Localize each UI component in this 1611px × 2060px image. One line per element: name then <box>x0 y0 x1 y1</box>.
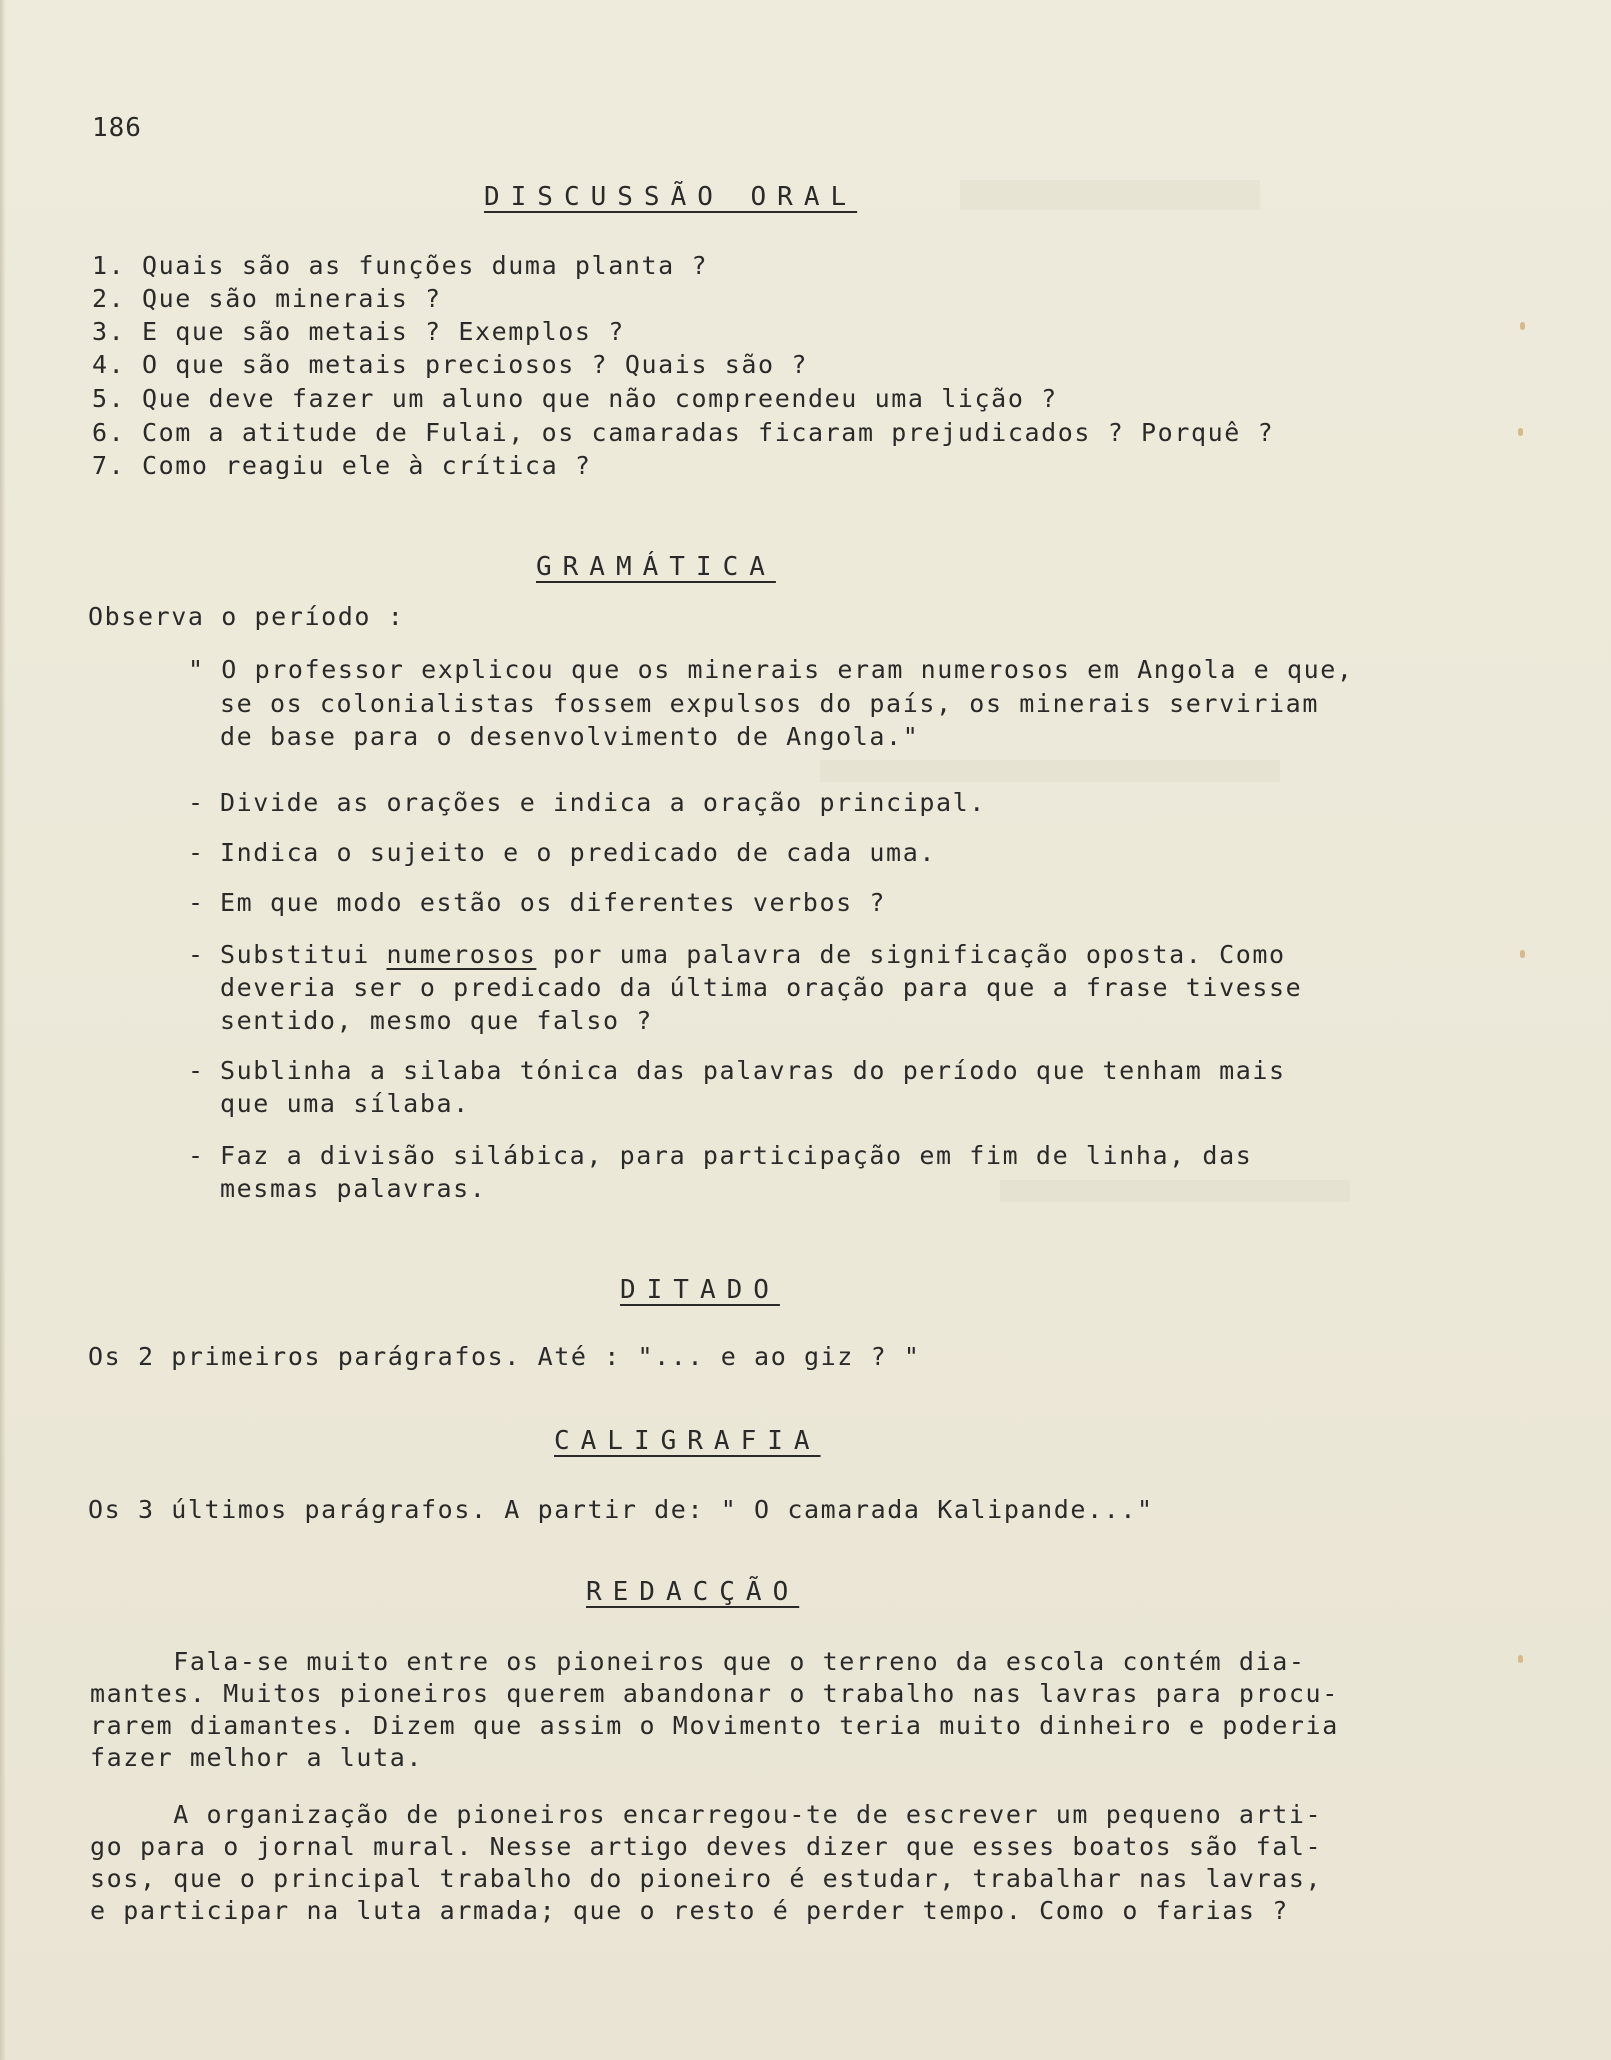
exercise-line: Indica o sujeito e o predicado de cada uma. <box>220 838 937 867</box>
list-bullet: - <box>188 1056 204 1085</box>
exercise-line: Sublinha a silaba tónica das palavras do período que tenham mais <box>220 1056 1286 1085</box>
exercise-line: Em que modo estão os diferentes verbos ? <box>220 888 887 917</box>
paper-speck <box>1518 428 1523 436</box>
redaccao-paragraph-1: Fala-se muito entre os pioneiros que o terreno da escola contém dia- mantes. Muitos pioneiros querem abandonar o trabalho nas lavras para procu- rarem diamantes. Dizem que assim o Movimento teria muito dinheiro e poderia fazer melhor a luta. <box>90 1647 1339 1772</box>
page-number: 186 <box>92 113 142 143</box>
exercise-line: Faz a divisão silábica, para participação em fim de linha, das <box>220 1141 1253 1170</box>
question-item: 4. O que são metais preciosos ? Quais são ? <box>92 350 809 379</box>
exercise-line: deveria ser o predicado da última oração para que a frase tivesse <box>220 973 1303 1002</box>
exercise-line <box>220 940 1286 969</box>
underlined-word: numerosos <box>386 940 537 969</box>
heading-discussao-oral: DISCUSSÃO ORAL <box>484 182 858 212</box>
heading-caligrafia: CALIGRAFIA <box>554 1426 821 1456</box>
redaccao-paragraph-2: A organização de pioneiros encarregou-te de escrever um pequeno arti- go para o jornal mural. Nesse artigo deves dizer que esses boatos são fal- sos, que o principal trabalho do pioneiro é estudar, trabalhar nas lavras, e participar na luta armada; que o resto é perder tempo. Como o farias ? <box>90 1800 1323 1925</box>
paper-speck <box>1520 322 1525 330</box>
show-through-mark <box>820 760 1280 782</box>
list-bullet: - <box>188 940 204 969</box>
question-item: 3. E que são metais ? Exemplos ? <box>92 317 625 346</box>
heading-redaccao: REDACÇÃO <box>586 1577 800 1607</box>
page-edge-shadow <box>0 0 6 2060</box>
question-item: 2. Que são minerais ? <box>92 284 442 313</box>
show-through-mark <box>1000 1180 1350 1202</box>
exercise-line: que uma sílaba. <box>220 1089 470 1118</box>
show-through-mark <box>960 180 1260 210</box>
exercise-line: mesmas palavras. <box>220 1174 487 1203</box>
question-item: 7. Como reagiu ele à crítica ? <box>92 451 592 480</box>
caligrafia-text: Os 3 últimos parágrafos. A partir de: " O camarada Kalipande..." <box>88 1495 1154 1524</box>
paper-speck <box>1520 950 1525 958</box>
question-item: 1. Quais são as funções duma planta ? <box>92 251 709 280</box>
list-bullet: - <box>188 838 204 867</box>
exercise-line: Divide as orações e indica a oração principal. <box>220 788 986 817</box>
list-bullet: - <box>188 788 204 817</box>
exercise-text: Substitui <box>220 940 387 969</box>
quote-line: " O professor explicou que os minerais eram numerosos em Angola e que, <box>188 655 1354 684</box>
exercise-text: por uma palavra de significação oposta. Como <box>536 940 1286 969</box>
exercise-line: sentido, mesmo que falso ? <box>220 1006 653 1035</box>
paper-speck <box>1518 1655 1523 1663</box>
heading-ditado: DITADO <box>620 1275 780 1305</box>
ditado-text: Os 2 primeiros parágrafos. Até : "... e ao giz ? " <box>88 1342 921 1371</box>
question-item: 6. Com a atitude de Fulai, os camaradas ficaram prejudicados ? Porquê ? <box>92 418 1275 447</box>
list-bullet: - <box>188 888 204 917</box>
list-bullet: - <box>188 1141 204 1170</box>
quote-line: se os colonialistas fossem expulsos do país, os minerais serviriam <box>220 689 1319 718</box>
quote-line: de base para o desenvolvimento de Angola." <box>220 722 920 751</box>
question-item: 5. Que deve fazer um aluno que não compreendeu uma lição ? <box>92 384 1058 413</box>
heading-gramatica: GRAMÁTICA <box>536 552 776 582</box>
gramatica-intro: Observa o período : <box>88 602 405 631</box>
